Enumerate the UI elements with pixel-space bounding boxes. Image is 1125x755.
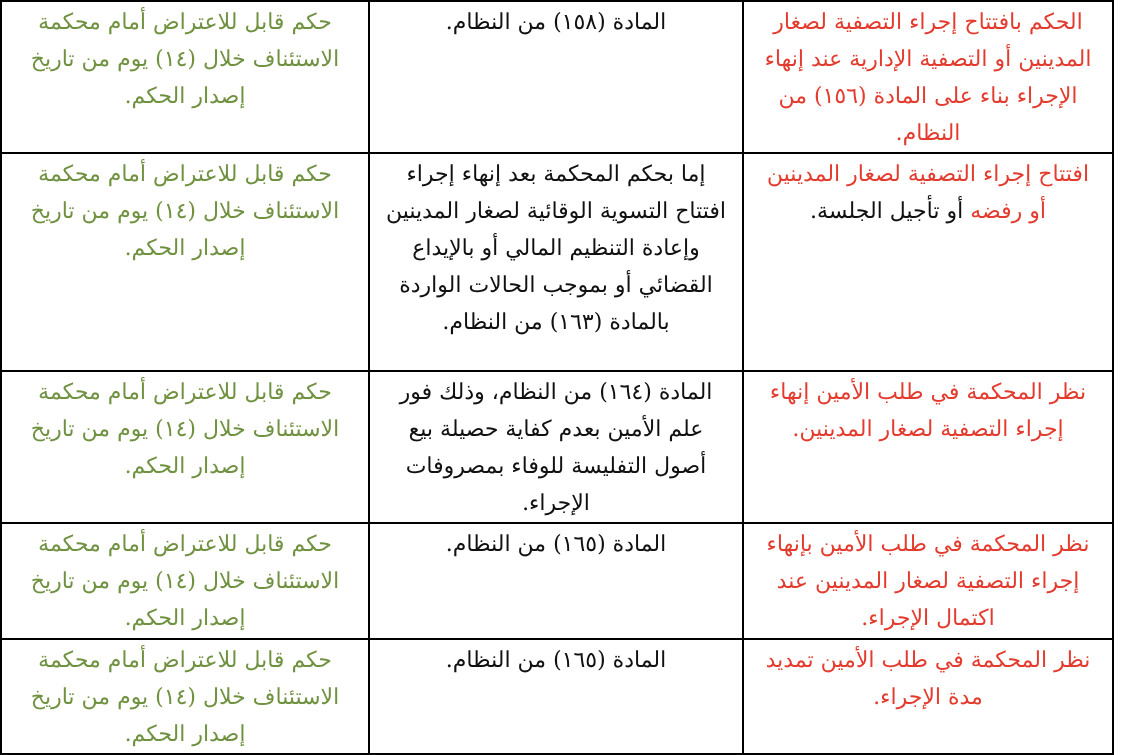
basis-cell — [369, 153, 743, 371]
table-row — [1, 1, 1113, 153]
basis-text: المادة (١٦٥) من النظام. — [445, 648, 667, 673]
action-text: افتتاح إجراء التصفية لصغار المدينين أو رفضه — [766, 162, 1090, 224]
appeal-text: حكم قابل للاعتراض أمام محكمة الاستئناف خلال (١٤) يوم من تاريخ إصدار الحكم. — [30, 162, 340, 261]
appeal-cell — [1, 523, 369, 639]
basis-cell — [369, 639, 743, 754]
basis-text: إما بحكم المحكمة بعد إنهاء إجراء افتتاح التسوية الوقائية لصغار المدينين وإعادة التنظيم المالي أو بالإيداع القضائي أو بموجب الحالات الواردة بالمادة (١٦٣) من النظام. — [385, 162, 727, 335]
action-cell — [743, 371, 1113, 523]
appeal-text: حكم قابل للاعتراض أمام محكمة الاستئناف خلال (١٤) يوم من تاريخ إصدار الحكم. — [30, 648, 340, 747]
appeal-cell — [1, 639, 369, 754]
table-row — [1, 153, 1113, 371]
appeal-cell — [1, 1, 369, 153]
basis-cell — [369, 1, 743, 153]
table-row — [1, 639, 1113, 754]
action-text: نظر المحكمة في طلب الأمين تمديد مدة الإجراء. — [765, 648, 1091, 710]
appeal-text: حكم قابل للاعتراض أمام محكمة الاستئناف خلال (١٤) يوم من تاريخ إصدار الحكم. — [30, 10, 340, 109]
basis-cell — [369, 523, 743, 639]
table-row — [1, 371, 1113, 523]
basis-text: المادة (١٦٤) من النظام، وذلك فور علم الأمين بعدم كفاية حصيلة بيع أصول التفليسة للوفاء بمصروفات الإجراء. — [399, 380, 713, 516]
basis-text: المادة (١٥٨) من النظام. — [445, 10, 667, 35]
action-text: نظر المحكمة في طلب الأمين بإنهاء إجراء التصفية لصغار المدينين عند اكتمال الإجراء. — [766, 532, 1090, 631]
appeal-text: حكم قابل للاعتراض أمام محكمة الاستئناف خلال (١٤) يوم من تاريخ إصدار الحكم. — [30, 380, 340, 479]
basis-text: المادة (١٦٥) من النظام. — [445, 532, 667, 557]
action-cell — [743, 153, 1113, 371]
action-text: الحكم بافتتاح إجراء التصفية لصغار المدينين أو التصفية الإدارية عند إنهاء الإجراء بناء على المادة (١٥٦) من النظام. — [764, 10, 1092, 146]
action-text-extra: أو تأجيل الجلسة. — [810, 199, 971, 224]
action-cell — [743, 523, 1113, 639]
appeal-cell — [1, 153, 369, 371]
action-cell — [743, 639, 1113, 754]
appeal-text: حكم قابل للاعتراض أمام محكمة الاستئناف خلال (١٤) يوم من تاريخ إصدار الحكم. — [30, 532, 340, 631]
action-text: نظر المحكمة في طلب الأمين إنهاء إجراء التصفية لصغار المدينين. — [769, 380, 1087, 442]
action-cell — [743, 1, 1113, 153]
basis-cell — [369, 371, 743, 523]
table-row — [1, 523, 1113, 639]
appeal-cell — [1, 371, 369, 523]
